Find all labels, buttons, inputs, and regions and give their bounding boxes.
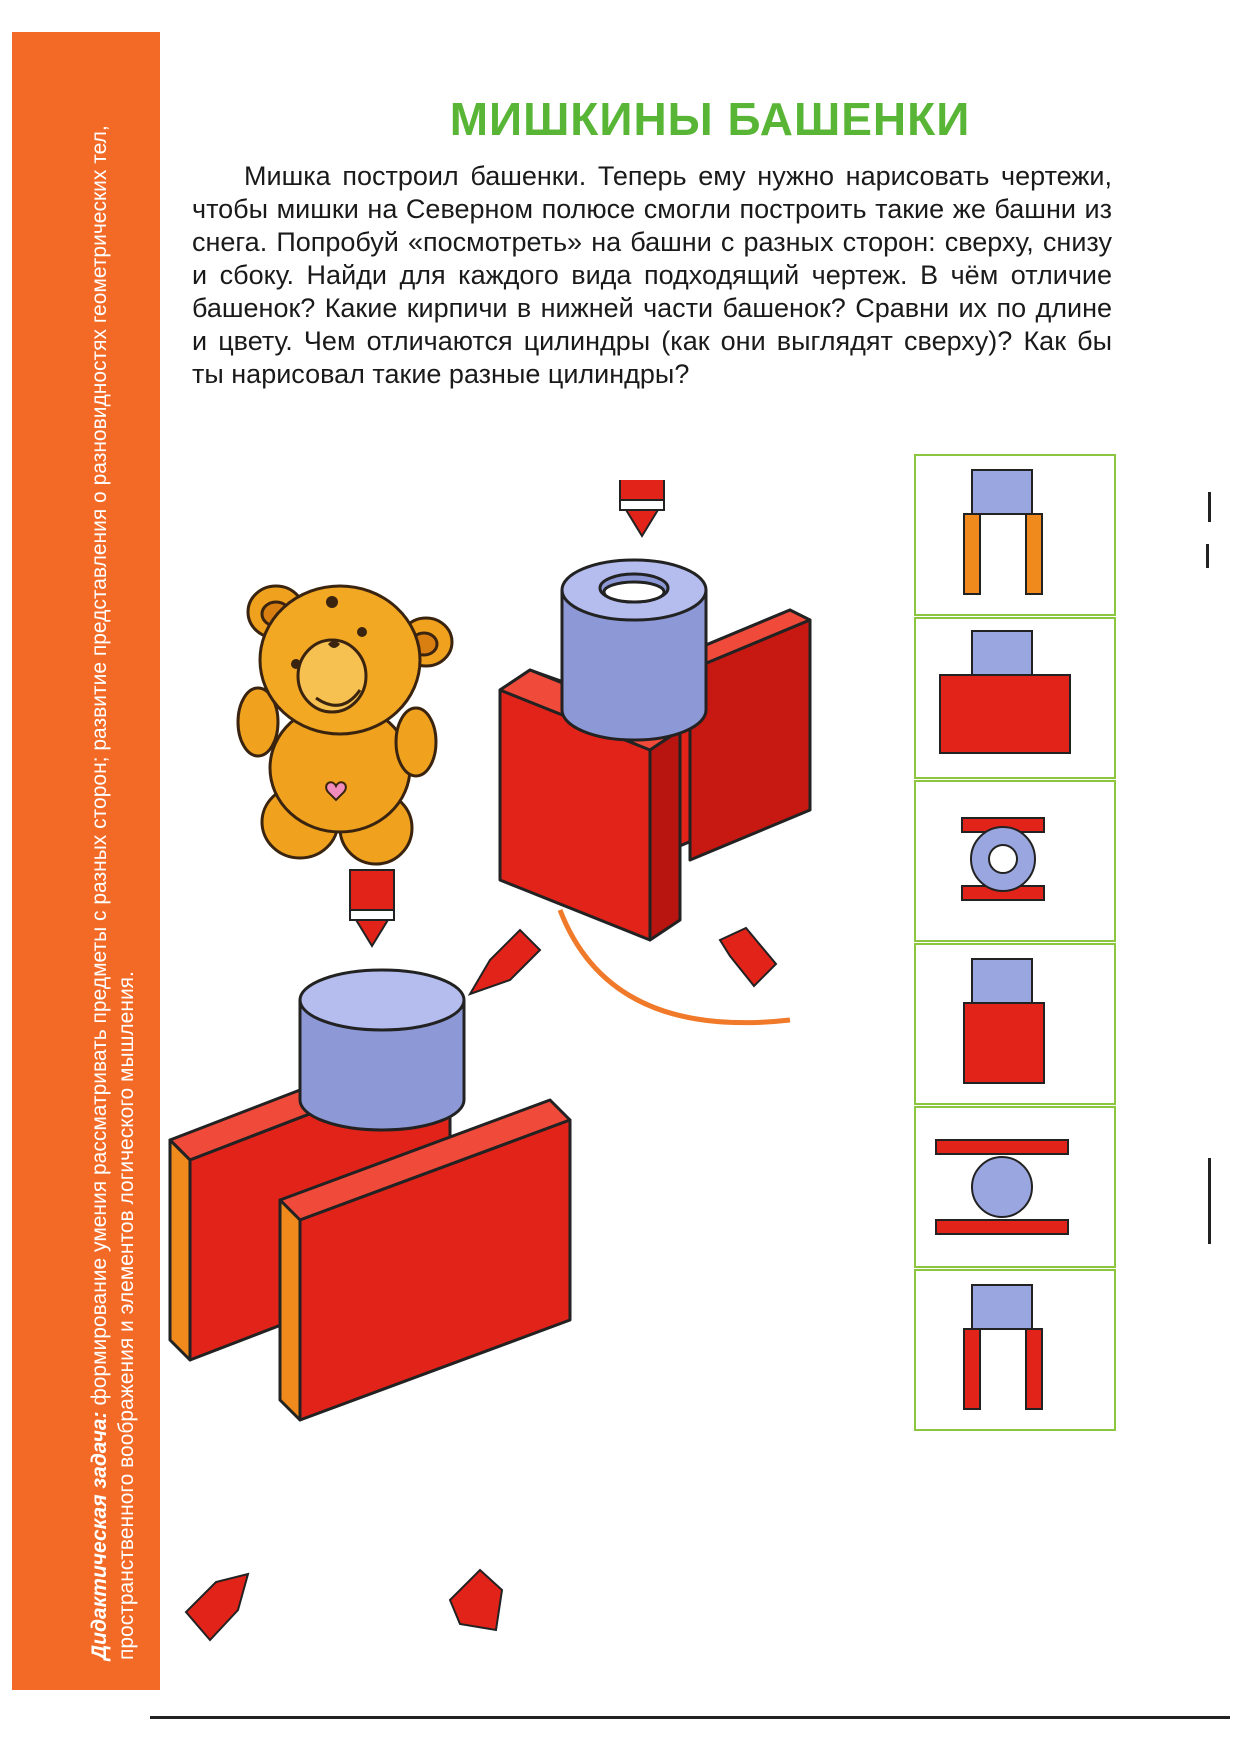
didactic-task-label: Дидактическая задача: [88,1411,111,1660]
scan-edge-mark [1208,1158,1211,1244]
side-view-orange-legs-drawing [916,456,1114,614]
towers-scene [150,480,950,1660]
page-title: МИШКИНЫ БАШЕНКИ [449,93,971,145]
answer-panel-4[interactable] [914,943,1116,1105]
side-view-red-block-drawing [916,945,1114,1103]
tower-hollow-cylinder [500,560,810,940]
front-view-red-block-drawing [916,619,1114,777]
top-view-solid-cylinder-drawing [916,1108,1114,1266]
instructions-paragraph: Мишка построил башенки. Теперь ему нужно нарисовать чертежи, чтобы мишки на Северном полюсе смогли построить такие же башни из снега. Попробуй «посмотреть» на башни с разных сторон: сверху, снизу и сбоку. Найди для каждого вида подходящий чертеж. В чём отличие башенок? Какие кирпичи в нижней части башенок? Сравни их по длине и цвету. Чем отличаются цилиндры (как они выглядят сверху)? Как бы ты нарисовал такие разные цилиндры? [192,161,1112,389]
tower-solid-cylinder [170,970,570,1420]
didactic-task-text: формирование умения рассматривать предметы с разных сторон; развитие представления о разновидностях геометрических тел, пространственного воображения и элементов логического мышления. [88,125,138,1660]
answer-panel-2[interactable] [914,617,1116,779]
answer-panel-1[interactable] [914,454,1116,616]
top-view-hollow-cylinder-drawing [916,782,1114,940]
scan-edge-mark [1208,492,1211,522]
side-view-red-legs-drawing [916,1271,1114,1429]
bottom-rule [150,1716,1230,1719]
answer-panel-3[interactable] [914,780,1116,942]
answer-panel-6[interactable] [914,1269,1116,1431]
scan-edge-mark [1206,544,1209,568]
didactic-task-note [86,120,140,1660]
answer-panel-5[interactable] [914,1106,1116,1268]
